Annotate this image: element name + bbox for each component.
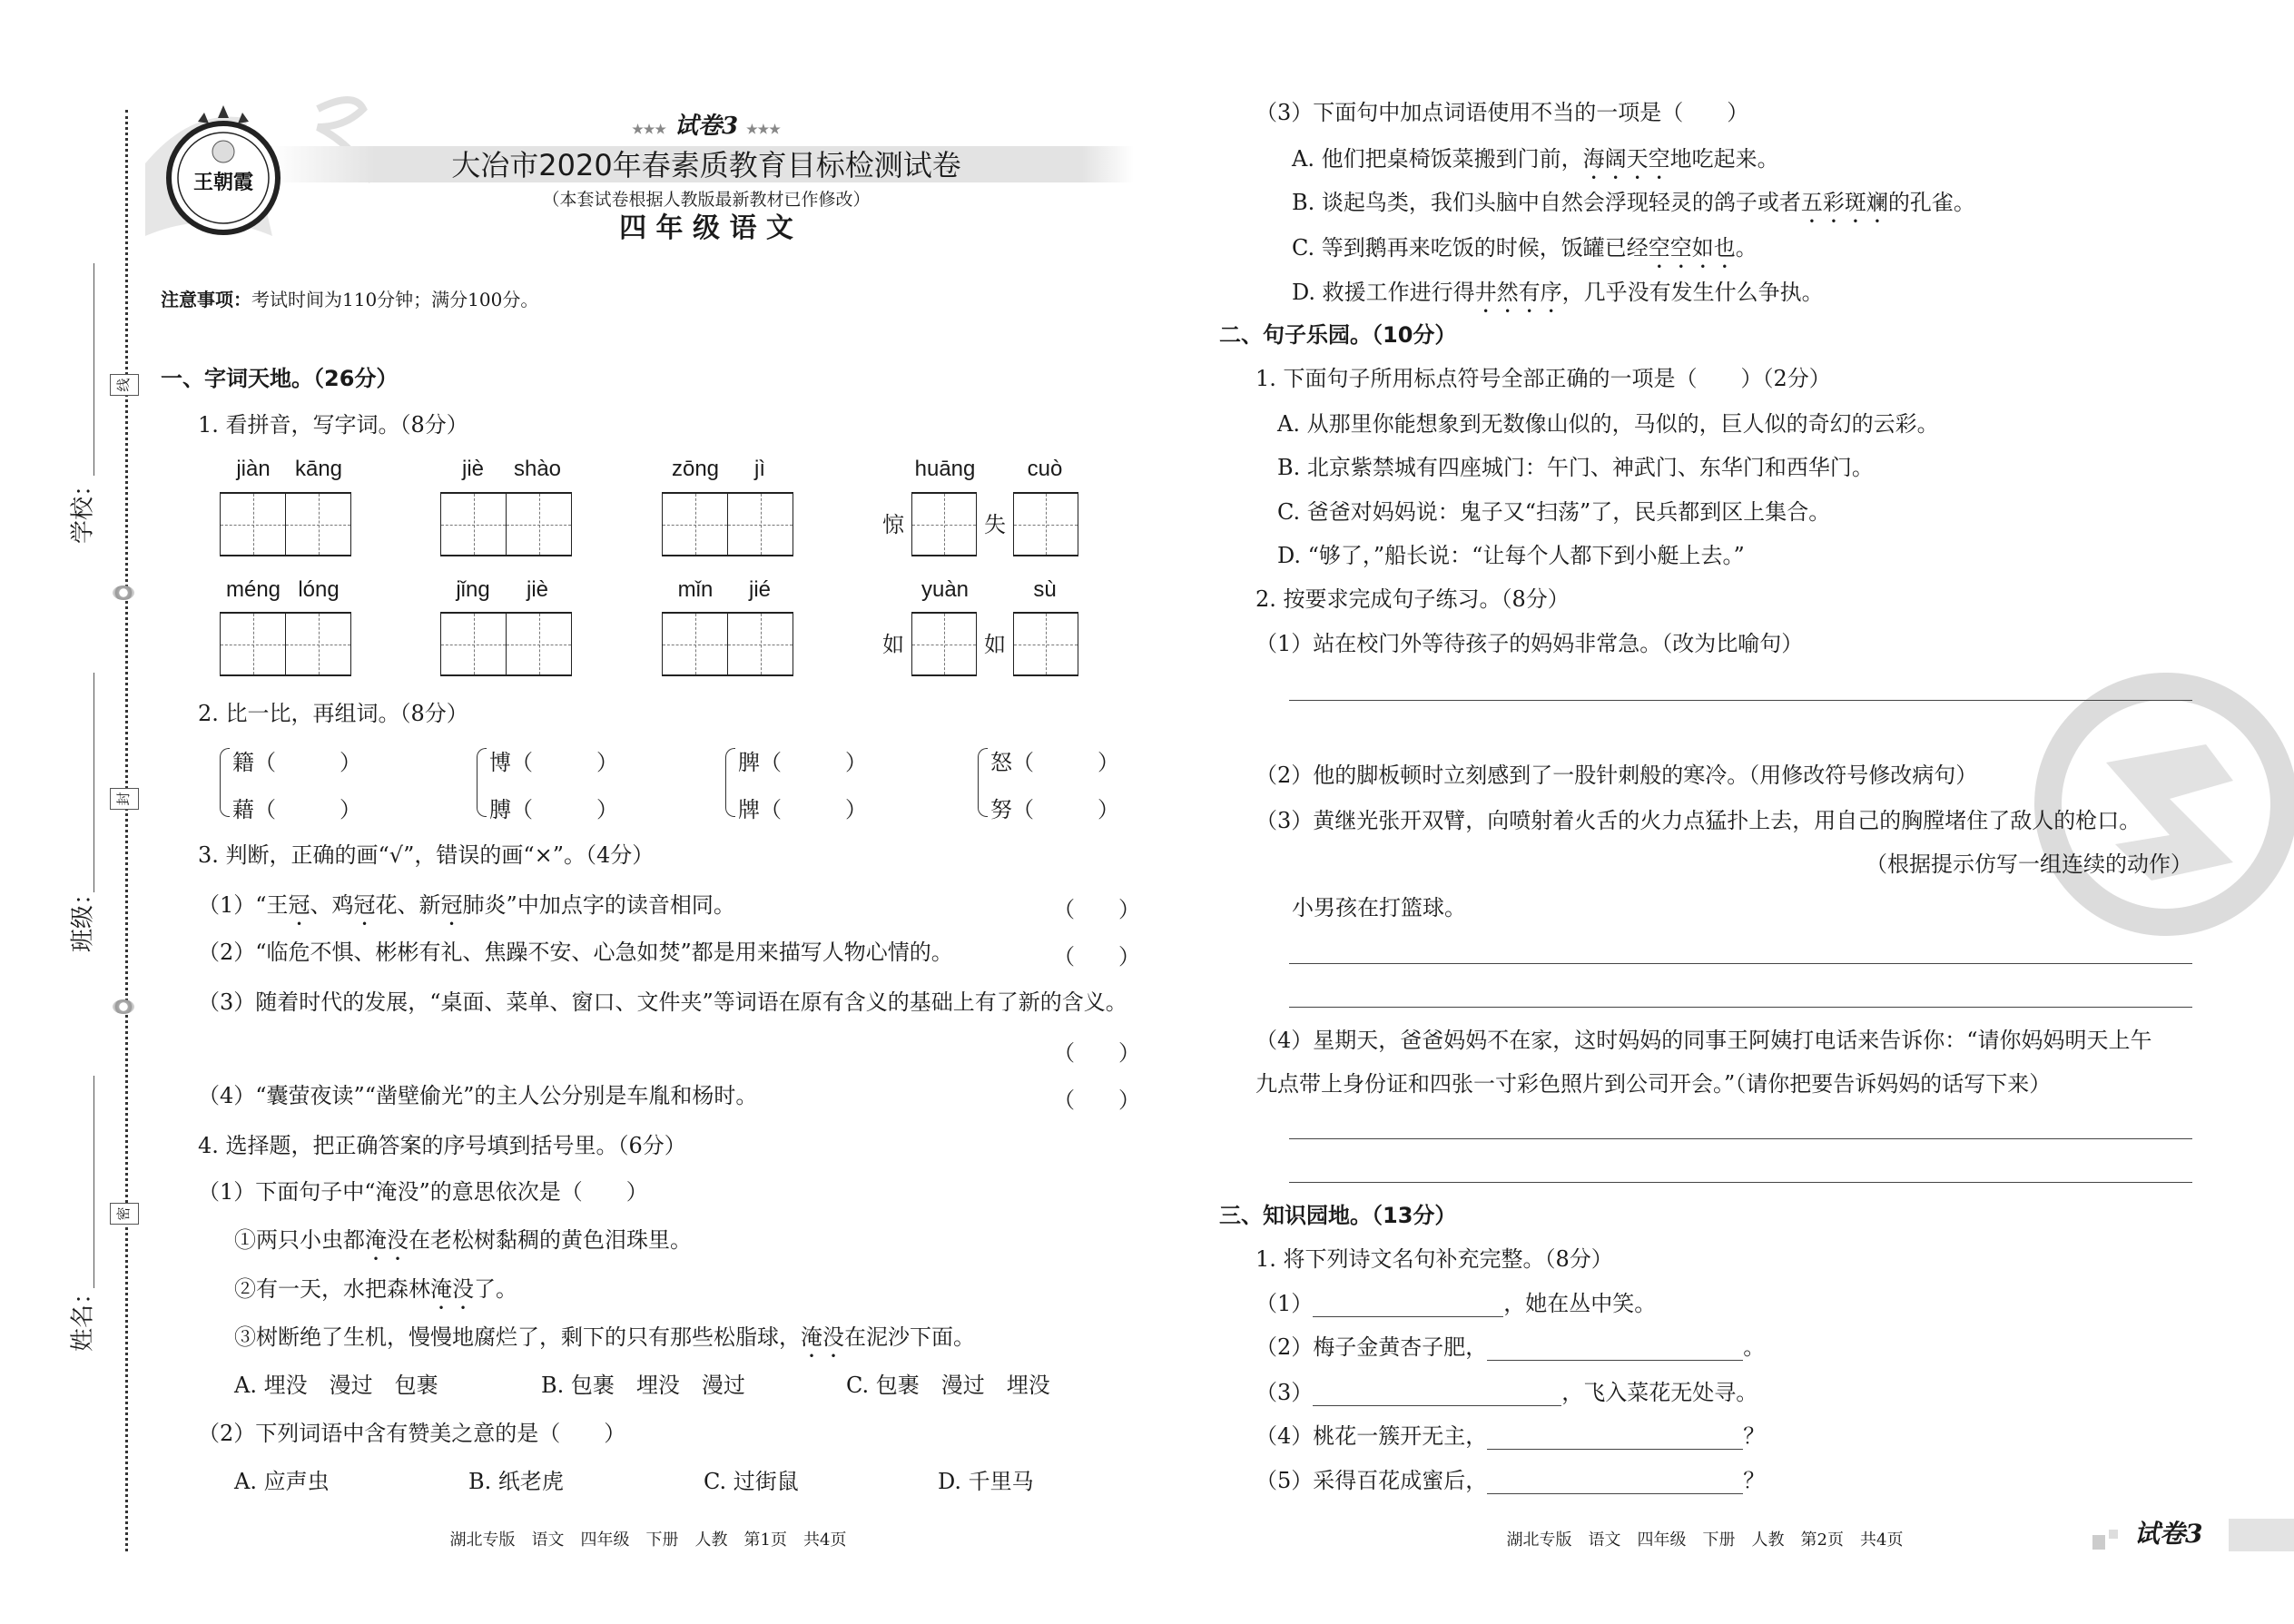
seal-mark-line: 线 (110, 374, 139, 396)
option-d[interactable]: D. 救援工作进行得井然有序，几乎没有发生什么争执。 (1292, 280, 1824, 305)
option-c[interactable]: C. 等到鹅再来吃饭的时候，饭罐已经空空如也。 (1292, 235, 1757, 261)
pair-char: 藉 (232, 797, 254, 822)
pair-char: 牌 (738, 797, 760, 822)
school-label: 学校： (69, 472, 97, 545)
given-char: 如 (984, 632, 1006, 657)
subject-title: 四 年 级 语 文 (619, 212, 793, 244)
option-d[interactable]: D. “够了，”船长说：“让每个人都下到小艇上去。” (1277, 543, 1745, 568)
pinyin: zōng (671, 457, 720, 481)
pair-char: 膊 (489, 797, 511, 822)
brace-icon (978, 748, 988, 817)
pair-char: 怒 (990, 750, 1012, 775)
footer-tab (2092, 1519, 2294, 1551)
pinyin: méng (225, 577, 281, 602)
writing-grid[interactable] (440, 492, 572, 556)
pinyin: jiè (461, 457, 485, 481)
judge-item-2: （2）“临危不惧、彬彬有礼、焦躁不安、心急如焚”都是用来描写人物心情的。 (198, 940, 953, 965)
section-1-heading: 一、字词天地。（26分） (161, 366, 399, 391)
answer-line[interactable] (1289, 1182, 2192, 1183)
footer-left: 湖北专版 语文 四年级 下册 人教 第1页 共4页 (449, 1530, 847, 1550)
pinyin: shào (513, 457, 562, 481)
s2-q2-4-cont: 九点带上身份证和四张一寸彩色照片到公司开会。”（请你把要告诉妈妈的话写下来） (1255, 1071, 2052, 1097)
pinyin: cuò (1027, 457, 1063, 481)
paper-number: 试卷3 (674, 113, 739, 140)
cut-line (125, 110, 128, 1551)
pinyin: sù (1033, 577, 1057, 602)
given-char: 失 (984, 512, 1006, 537)
answer-paren[interactable]: （ ） (1053, 944, 1140, 969)
given-char: 惊 (882, 512, 904, 537)
tab-label: 试卷3 (2134, 1519, 2203, 1549)
judge-item-1: （1）“王冠、鸡冠花、新冠肺炎”中加点字的读音相同。 (198, 892, 735, 918)
writing-grid[interactable] (911, 612, 977, 676)
option-d[interactable]: D. 千里马 (938, 1469, 1034, 1494)
option-b[interactable]: B. 谈起鸟类，我们头脑中自然会浮现轻灵的鸽子或者五彩斑斓的孔雀。 (1292, 190, 1975, 215)
poem-blank[interactable] (1313, 1293, 1503, 1317)
sentence-3: ③树断绝了生机，慢慢地腐烂了，剩下的只有那些松脂球，淹没在泥沙下面。 (234, 1324, 975, 1350)
option-b[interactable]: B. 纸老虎 (468, 1469, 564, 1494)
section-3-heading: 三、知识园地。（13分） (1219, 1203, 1457, 1228)
stars-right-icon: ★★★ (746, 123, 781, 137)
answer-paren[interactable]: （ ） (1053, 1040, 1140, 1066)
given-char: 如 (882, 632, 904, 657)
writing-grid[interactable] (1013, 492, 1078, 556)
answer-line[interactable] (1289, 700, 2192, 701)
writing-grid[interactable] (911, 492, 977, 556)
answer-paren[interactable]: （ ） (1053, 1088, 1140, 1113)
name-label: 姓名： (69, 1280, 97, 1353)
pinyin: huāng (914, 457, 976, 481)
brace-icon (477, 748, 487, 817)
option-c[interactable]: C. 过街鼠 (704, 1469, 799, 1494)
judge-item-4: （4）“囊萤夜读”“凿壁偷光”的主人公分别是车胤和杨时。 (198, 1083, 758, 1108)
s3-q1-prompt: 1. 将下列诗文名句补充完整。（8分） (1255, 1246, 1613, 1272)
writing-grid[interactable] (220, 492, 351, 556)
pinyin: jǐng (456, 577, 490, 602)
answer-paren[interactable]: （ ） (1053, 897, 1140, 922)
poem-blank[interactable] (1487, 1336, 1743, 1361)
choice-1-prompt: （1）下面句子中“淹没”的意思依次是（ ） (198, 1179, 648, 1205)
s2-q2-2: （2）他的脚板顿时立刻感到了一股针刺般的寒冷。（用修改符号修改病句） (1255, 763, 1978, 788)
q1-prompt: 1. 看拼音，写字词。（8分） (198, 412, 468, 438)
tab-decoration (2109, 1530, 2118, 1539)
q2-prompt: 2. 比一比，再组词。（8分） (198, 701, 468, 726)
judge-item-3: （3）随着时代的发展，“桌面、菜单、窗口、文件夹”等词语在原有含义的基础上有了新的含义。 (198, 989, 1127, 1015)
notice-text: 考试时间为110分钟；满分100分。 (251, 289, 539, 310)
poem-blank[interactable] (1487, 1425, 1743, 1450)
exam-subtitle: （本套试卷根据人教版最新教材已作修改） (542, 190, 871, 210)
s2-q1-prompt: 1. 下面句子所用标点符号全部正确的一项是（ ）（2分） (1255, 366, 1831, 391)
sentence-2: ②有一天，水把森林淹没了。 (234, 1276, 517, 1302)
pinyin: jì (754, 457, 765, 481)
brace-icon (220, 748, 230, 817)
exam-title: 大冶市2020年春素质教育目标检测试卷 (451, 148, 961, 182)
s2-q2-3: （3）黄继光张开双臂，向喷射着火舌的火力点猛扑上去，用自己的胸膛堵住了敌人的枪口。 (1255, 808, 2141, 833)
pinyin: lóng (298, 577, 340, 602)
answer-line[interactable] (1289, 1138, 2192, 1139)
pinyin: kāng (294, 457, 343, 481)
q3-prompt: 3. 判断，正确的画“√”，错误的画“×”。（4分） (198, 842, 655, 868)
writing-grid[interactable] (662, 612, 793, 676)
pair-char: 脾 (738, 750, 760, 775)
choice-2-prompt: （2）下列词语中含有赞美之意的是（ ） (198, 1421, 626, 1446)
option-b[interactable]: B. 包裹 埋没 漫过 (541, 1373, 745, 1398)
ornament-icon (113, 586, 134, 600)
poem-line-1: （1） ，她在丛中笑。 (1255, 1291, 1657, 1316)
stars-left-icon: ★★★ (632, 123, 666, 137)
poem-blank[interactable] (1313, 1382, 1561, 1406)
tab-grey-block (2229, 1519, 2294, 1551)
s2-q2-4: （4）星期天，爸爸妈妈不在家，这时妈妈的同事王阿姨打电话来告诉你：“请你妈妈明天上午 (1255, 1028, 2152, 1053)
writing-grid[interactable] (220, 612, 351, 676)
notice-label: 注意事项： (161, 289, 251, 310)
answer-line[interactable] (1289, 1007, 2192, 1008)
notice (161, 286, 538, 313)
s2-q2-3-prompt: 小男孩在打篮球。 (1292, 895, 1466, 920)
sentence-1: ①两只小虫都淹没在老松树黏稠的黄色泪珠里。 (234, 1227, 692, 1253)
pinyin: yuàn (921, 577, 970, 602)
pinyin: mǐn (677, 577, 714, 602)
logo-text: 王朝霞 (192, 171, 254, 194)
poem-blank[interactable] (1487, 1470, 1743, 1494)
option-a[interactable]: A. 他们把桌椅饭菜搬到门前，海阔天空地吃起来。 (1292, 146, 1779, 172)
pinyin: jiàn (236, 457, 271, 481)
footer-right: 湖北专版 语文 四年级 下册 人教 第2页 共4页 (1506, 1530, 1904, 1550)
poem-line-3: （3） ，飞入菜花无处寻。 (1255, 1380, 1758, 1405)
option-a[interactable]: A. 埋没 漫过 包裹 (234, 1373, 438, 1398)
class-label: 班级： (69, 881, 97, 953)
poem-line-4: （4）桃花一簇开无主， ？ (1255, 1423, 1766, 1449)
writing-grid[interactable] (1013, 612, 1078, 676)
seal-mark-secret: 密 (110, 1203, 139, 1225)
s2-q2-1: （1）站在校门外等待孩子的妈妈非常急。（改为比喻句） (1255, 631, 1804, 656)
s2-q2-prompt: 2. 按要求完成句子练习。（8分） (1255, 586, 1570, 612)
option-c[interactable]: C. 爸爸对妈妈说：鬼子又“扫荡”了，民兵都到区上集合。 (1277, 499, 1831, 525)
answer-line[interactable] (1289, 963, 2192, 964)
paper-badge (615, 113, 797, 143)
pinyin: jiè (526, 577, 549, 602)
section-2-heading: 二、句子乐园。（10分） (1219, 322, 1457, 348)
logo (163, 102, 283, 238)
pair-char: 籍 (232, 750, 254, 775)
choice-3-prompt: （3）下面句中加点词语使用不当的一项是（ ） (1255, 100, 1749, 125)
q4-prompt: 4. 选择题，把正确答案的序号填到括号里。（6分） (198, 1133, 686, 1158)
pair-char: 博 (489, 750, 511, 775)
writing-grid[interactable] (440, 612, 572, 676)
option-b[interactable]: B. 北京紫禁城有四座城门：午门、神武门、东华门和西华门。 (1277, 455, 1874, 480)
ornament-icon (113, 999, 134, 1014)
option-a[interactable]: A. 应声虫 (234, 1469, 330, 1494)
poem-line-5: （5）采得百花成蜜后， ？ (1255, 1468, 1766, 1493)
tab-decoration (2092, 1535, 2105, 1550)
seal-mark-seal: 封 (110, 788, 139, 810)
pinyin: jié (748, 577, 772, 602)
option-c[interactable]: C. 包裹 漫过 埋没 (846, 1373, 1050, 1398)
s2-q2-3-hint: （根据提示仿写一组连续的动作） (1866, 851, 2192, 877)
writing-grid[interactable] (662, 492, 793, 556)
option-a[interactable]: A. 从那里你能想象到无数像山似的，马似的，巨人似的奇幻的云彩。 (1277, 411, 1939, 437)
pair-char: 努 (990, 797, 1012, 822)
poem-line-2: （2）梅子金黄杏子肥， 。 (1255, 1334, 1766, 1360)
brace-icon (725, 748, 735, 817)
